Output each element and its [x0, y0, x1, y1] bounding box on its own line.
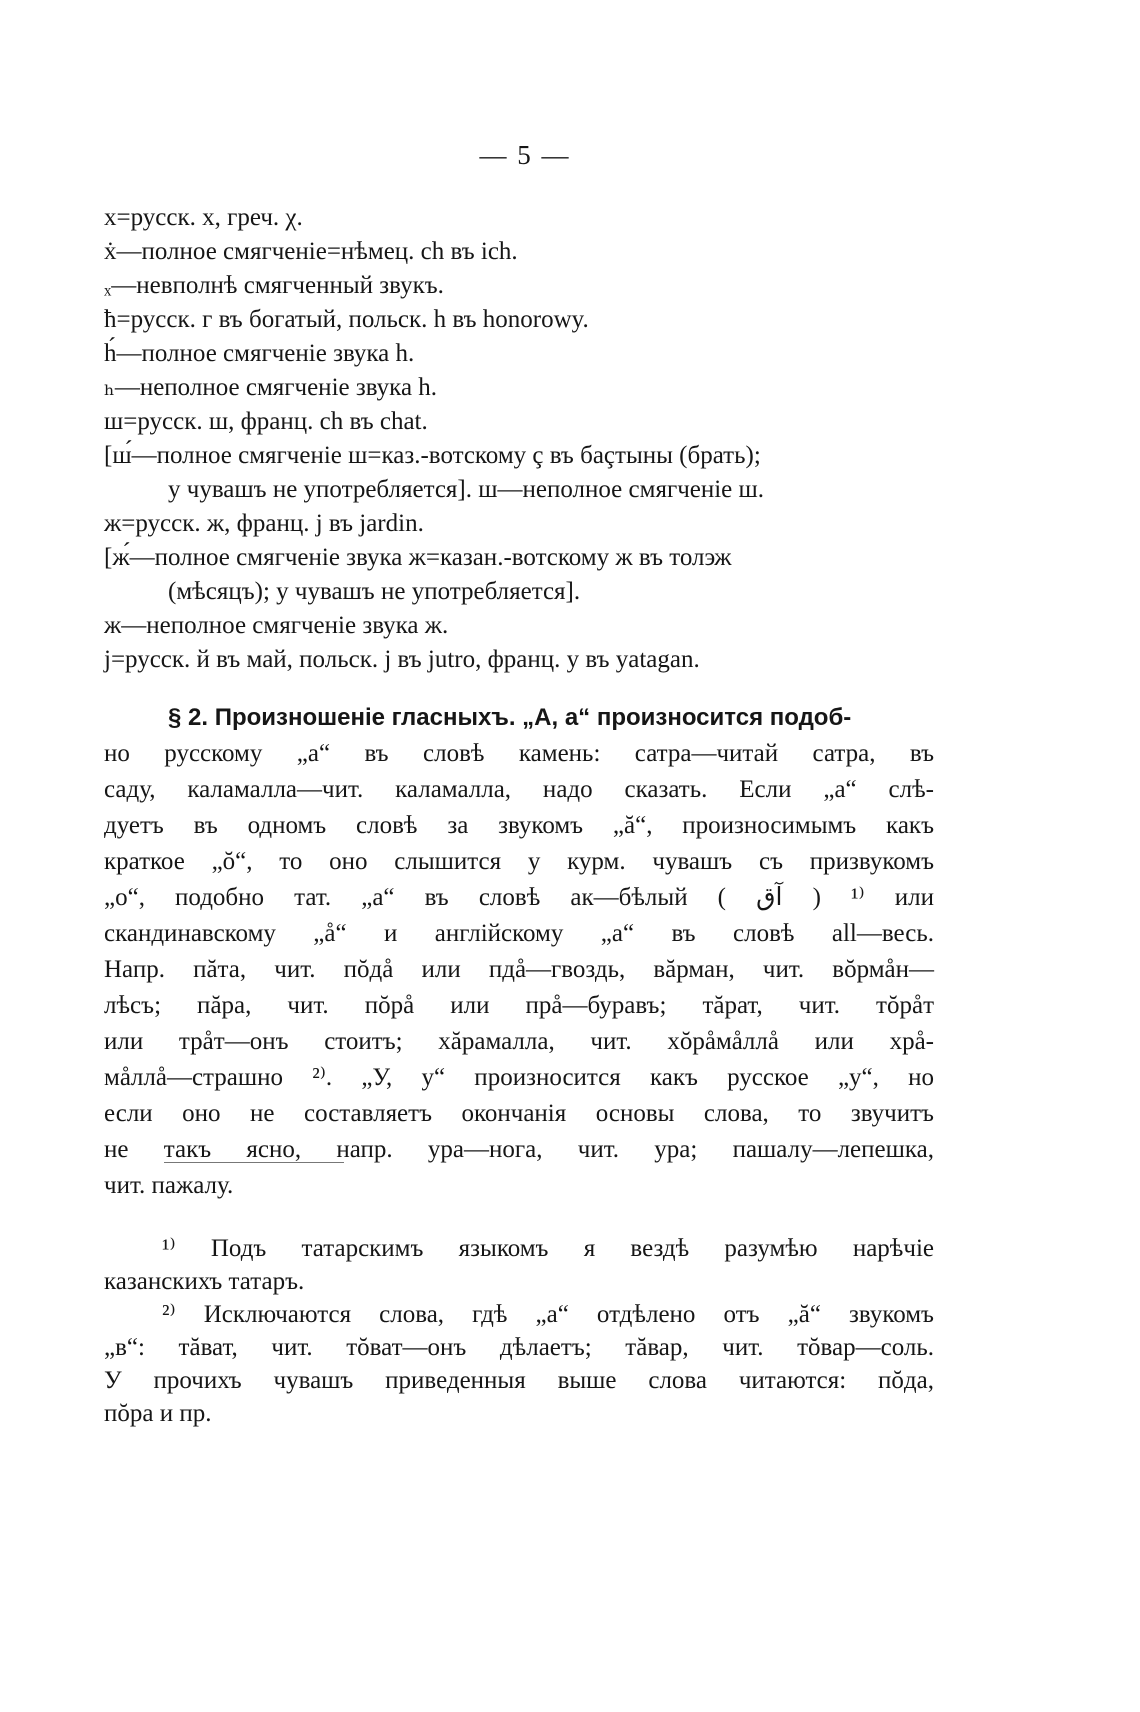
text-line: ẋ—полное смягченіе=нѣмец. ch въ ich. — [104, 238, 518, 265]
text-line: [ш́—полное смягченіе ш=каз.-вотскому ç въ баçтыны (брать); — [104, 442, 761, 469]
paragraph-line: или трåт—онъ стоитъ; хăрамалла, чит. хŏрåмåллå или хрå- — [104, 1028, 934, 1055]
paragraph-line: краткое „ŏ“, то оно слышится у курм. чувашъ съ призвукомъ — [104, 848, 934, 875]
footnote-line: У прочихъ чувашъ приведенныя выше слова читаются: пŏда, — [104, 1367, 934, 1394]
paragraph-line: „о“, подобно тат. „а“ въ словѣ ак—бѣлый ( آق ) ¹⁾ или — [104, 884, 934, 911]
text-line: ж=русск. ж, франц. j въ jardin. — [104, 510, 424, 537]
section-heading: § 2. Произношеніе гласныхъ. „А, а“ произносится подоб- — [168, 704, 852, 731]
page-number: — 5 — — [479, 140, 571, 170]
text-line: ћ=русск. г въ богатый, польск. h въ honorowy. — [104, 306, 589, 333]
paragraph-line: саду, каламалла—чит. каламалла, надо сказать. Если „а“ слѣ- — [104, 776, 934, 803]
footnote-line: казанскихъ татаръ. — [104, 1268, 305, 1295]
text-line: (мѣсяцъ); у чувашъ не употребляется]. — [168, 578, 581, 605]
footnote-line: „в“: тăват, чит. тŏват—онъ дѣлаетъ; тăвар, чит. тŏвар—соль. — [104, 1334, 934, 1361]
text-line: h́—полное смягченіе звука h. — [104, 340, 415, 367]
footnote-line: пŏра и пр. — [104, 1400, 212, 1427]
text-line: ₓ—невполнѣ смягченный звукъ. — [104, 272, 444, 299]
text-line: у чувашъ не употребляется]. ш—неполное смягченіе ш. — [168, 476, 765, 503]
text-line: j=русск. й въ май, польск. j въ jutro, франц. y въ yatagan. — [104, 646, 700, 673]
text-line: ₕ—неполное смягченіе звука h. — [104, 374, 438, 401]
footnote-line: ²⁾ Исключаются слова, гдѣ „а“ отдѣлено отъ „ă“ звукомъ — [162, 1301, 934, 1328]
text-line: x=русск. x, греч. χ. — [104, 204, 303, 231]
paragraph-line: дуетъ въ одномъ словѣ за звукомъ „ă“, произносимымъ какъ — [104, 812, 934, 839]
text-line: ж—неполное смягченіе звука ж. — [104, 612, 449, 639]
paragraph-line: чит. пажалу. — [104, 1172, 234, 1199]
text-line: [ж́—полное смягченіе звука ж=казан.-вотскому ж въ толэж — [104, 544, 732, 571]
footnote-separator — [164, 1162, 344, 1163]
paragraph-line: мåллå—страшно ²⁾. „У, у“ произносится какъ русское „у“, но — [104, 1064, 934, 1091]
text-line: ш=русск. ш, франц. ch въ chat. — [104, 408, 428, 435]
paragraph-line: скандинавскому „å“ и англійскому „а“ въ словѣ all—весь. — [104, 920, 934, 947]
paragraph-line: Напр. пăта, чит. пŏдå или пдå—гвоздь, вăрман, чит. вŏрмåн— — [104, 956, 934, 983]
paragraph-line: но русскому „а“ въ словѣ камень: сатра—читай сатра, въ — [104, 740, 934, 767]
paragraph-line: лѣсъ; пăра, чит. пŏрå или прå—буравъ; тăрат, чит. тŏрåт — [104, 992, 934, 1019]
footnote-line: ¹⁾ Подъ татарскимъ языкомъ я вездѣ разумѣю нарѣчіе — [162, 1235, 934, 1262]
paragraph-line: не такъ ясно, напр. ура—нога, чит. ура; пашалу—лепешка, — [104, 1136, 934, 1163]
paragraph-line: если оно не составляетъ окончанія основы слова, то звучитъ — [104, 1100, 934, 1127]
